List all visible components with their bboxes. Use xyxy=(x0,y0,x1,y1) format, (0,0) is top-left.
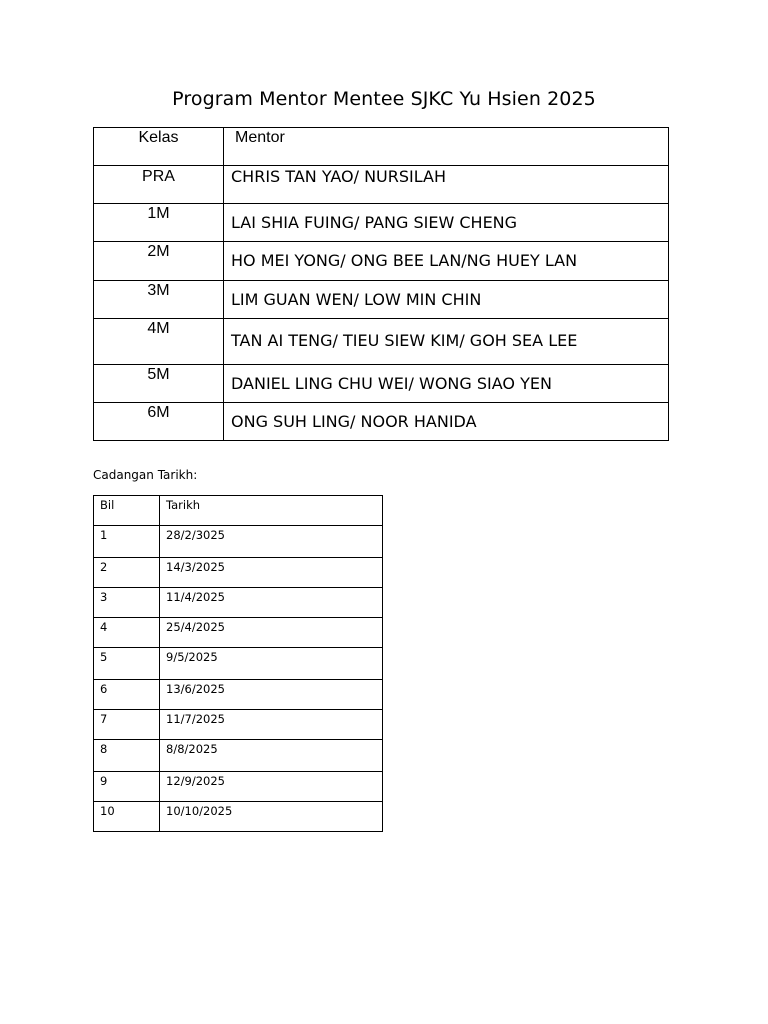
table-row xyxy=(94,319,669,365)
mentor-cell: HO MEI YONG/ ONG BEE LAN/NG HUEY LAN xyxy=(224,242,669,281)
bil-cell: 2 xyxy=(94,558,160,588)
table-row xyxy=(94,802,383,832)
table-row xyxy=(94,772,383,802)
bil-cell: 8 xyxy=(94,740,160,772)
dates-label: Cadangan Tarikh: xyxy=(93,468,198,482)
table-row xyxy=(94,618,383,648)
tarikh-cell: 11/7/2025 xyxy=(160,710,383,740)
bil-cell: 9 xyxy=(94,772,160,802)
mentor-cell: DANIEL LING CHU WEI/ WONG SIAO YEN xyxy=(224,365,669,403)
mentor-table-header xyxy=(94,128,669,166)
bil-cell: 10 xyxy=(94,802,160,832)
bil-cell: 3 xyxy=(94,588,160,618)
mentor-cell: LAI SHIA FUING/ PANG SIEW CHENG xyxy=(224,204,669,242)
header-tarikh: Tarikh xyxy=(160,496,383,526)
header-mentor: Mentor xyxy=(224,128,669,166)
date-table-header xyxy=(94,496,383,526)
table-row xyxy=(94,526,383,558)
bil-cell: 7 xyxy=(94,710,160,740)
mentor-cell: LIM GUAN WEN/ LOW MIN CHIN xyxy=(224,281,669,319)
table-row xyxy=(94,204,669,242)
table-row xyxy=(94,588,383,618)
kelas-cell: 4M xyxy=(94,319,224,365)
tarikh-cell: 8/8/2025 xyxy=(160,740,383,772)
kelas-cell: 3M xyxy=(94,281,224,319)
table-row xyxy=(94,403,669,441)
kelas-cell: 6M xyxy=(94,403,224,441)
table-row xyxy=(94,281,669,319)
tarikh-cell: 25/4/2025 xyxy=(160,618,383,648)
tarikh-cell: 14/3/2025 xyxy=(160,558,383,588)
table-row xyxy=(94,365,669,403)
tarikh-cell: 13/6/2025 xyxy=(160,680,383,710)
mentor-cell: CHRIS TAN YAO/ NURSILAH xyxy=(224,166,669,204)
table-row xyxy=(94,242,669,281)
table-row xyxy=(94,710,383,740)
header-bil: Bil xyxy=(94,496,160,526)
tarikh-cell: 12/9/2025 xyxy=(160,772,383,802)
bil-cell: 5 xyxy=(94,648,160,680)
table-row xyxy=(94,648,383,680)
tarikh-cell: 28/2/3025 xyxy=(160,526,383,558)
bil-cell: 4 xyxy=(94,618,160,648)
table-row xyxy=(94,740,383,772)
tarikh-cell: 11/4/2025 xyxy=(160,588,383,618)
table-row xyxy=(94,166,669,204)
kelas-cell: 1M xyxy=(94,204,224,242)
date-table xyxy=(93,495,383,832)
table-row xyxy=(94,558,383,588)
bil-cell: 1 xyxy=(94,526,160,558)
header-kelas: Kelas xyxy=(94,128,224,166)
mentor-table xyxy=(93,127,669,441)
kelas-cell: 2M xyxy=(94,242,224,281)
table-row xyxy=(94,680,383,710)
page-title: Program Mentor Mentee SJKC Yu Hsien 2025 xyxy=(172,88,596,110)
tarikh-cell: 10/10/2025 xyxy=(160,802,383,832)
mentor-cell: ONG SUH LING/ NOOR HANIDA xyxy=(224,403,669,441)
kelas-cell: PRA xyxy=(94,166,224,204)
kelas-cell: 5M xyxy=(94,365,224,403)
tarikh-cell: 9/5/2025 xyxy=(160,648,383,680)
bil-cell: 6 xyxy=(94,680,160,710)
mentor-cell: TAN AI TENG/ TIEU SIEW KIM/ GOH SEA LEE xyxy=(224,319,669,365)
